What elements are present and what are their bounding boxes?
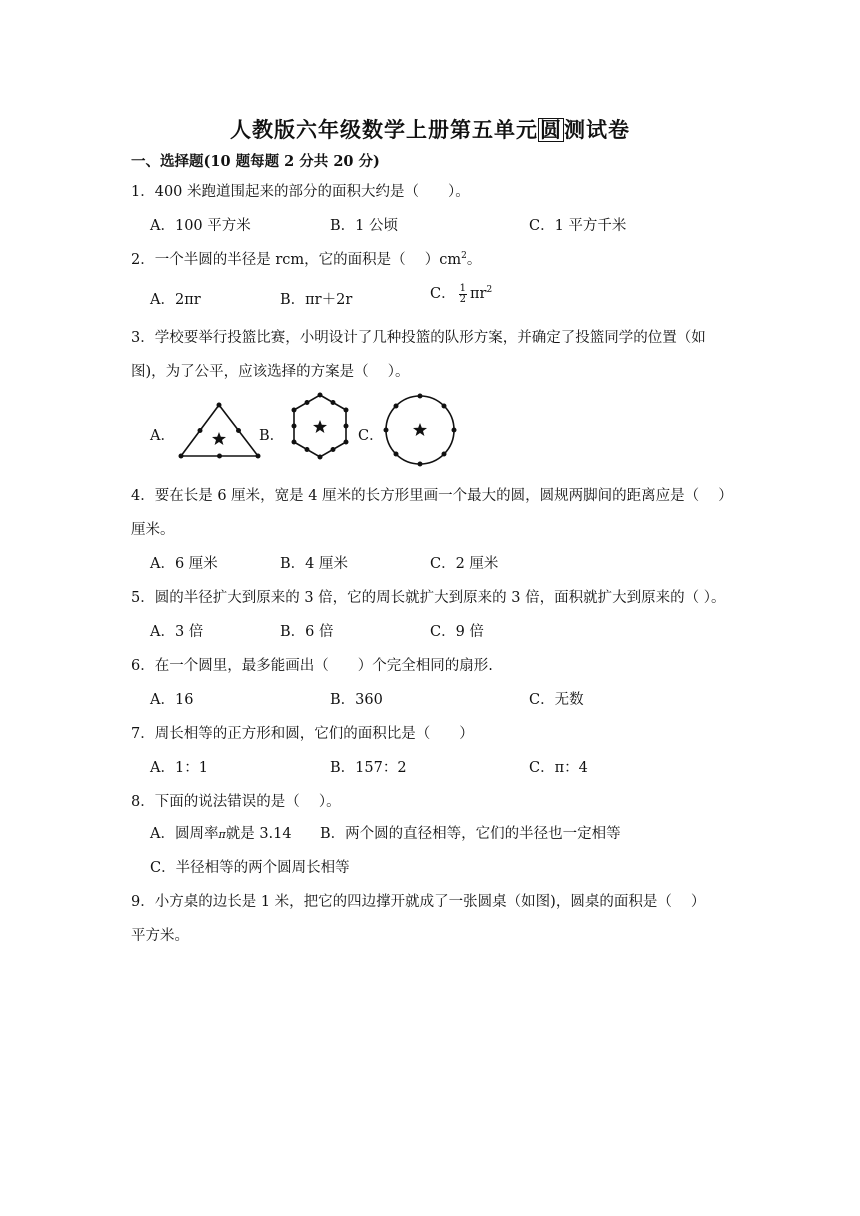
question-5-option-b: B．6 倍 [280,624,334,640]
star-icon [212,432,226,445]
hexagon-formation-figure [283,391,363,471]
question-5-option-a: A．3 倍 [150,624,204,640]
question-8-stem: 8．下面的说法错误的是（ ）。 [131,794,341,810]
question-1-option-c: C．1 平方千米 [529,218,627,234]
question-1-option-a: A．100 平方米 [150,218,251,234]
question-8-option-a: A．圆周率π就是 3.14 [150,826,292,842]
star-icon [313,420,327,433]
question-7-option-c: C．π：4 [529,760,588,776]
question-4-option-c: C．2 厘米 [430,556,499,572]
question-3-stem-line1: 3．学校要举行投篮比赛，小明设计了几种投篮的队形方案，并确定了投篮同学的位置（如 [131,330,706,346]
question-4-option-a: A．6 厘米 [150,556,218,572]
question-5-stem: 5．圆的半径扩大到原来的 3 倍，它的周长就扩大到原来的 3 倍，面积就扩大到原来的（ ）。 [131,590,726,606]
question-4-option-b: B．4 厘米 [280,556,348,572]
question-1-stem: 1．400 米跑道围起来的部分的面积大约是（ ）。 [131,184,470,200]
question-2-option-a: A．2πr [150,292,201,308]
question-6-stem: 6．在一个圆里，最多能画出（ ）个完全相同的扇形. [131,658,493,674]
question-3-option-c: C． [358,428,384,444]
question-4-stem-line2: 厘米。 [131,522,175,538]
question-6-option-a: A．16 [150,692,194,708]
page-title: 人教版六年级数学上册第五单元圆测试卷 [230,117,630,142]
question-8-option-b: B．两个圆的直径相等，它们的半径也一定相等 [320,826,621,842]
question-5-option-c: C．9 倍 [430,624,484,640]
question-3-option-b: B． [259,428,285,444]
question-4-stem-line1: 4．要在长是 6 厘米，宽是 4 厘米的长方形里画一个最大的圆，圆规两脚间的距离应是（ ） [131,488,733,504]
question-8-option-c: C．半径相等的两个圆周长相等 [150,860,350,876]
fraction-one-half: $\frac{1}{2}$ [459,282,466,305]
question-7-option-b: B．157：2 [330,760,407,776]
question-6-option-c: C．无数 [529,692,584,708]
star-icon [413,423,427,436]
section-heading: 一、选择题(10 题每题 2 分共 20 分) [131,153,380,170]
circle-formation-figure [382,393,462,473]
question-7-stem: 7．周长相等的正方形和圆，它们的面积比是（ ） [131,726,474,742]
question-7-option-a: A．1：1 [150,760,208,776]
question-6-option-b: B．360 [330,692,383,708]
question-9-stem-line2: 平方米。 [131,928,189,944]
title-boxed-char: 圆 [540,117,562,142]
question-2-option-b: B．πr＋2r [280,292,353,308]
question-2-stem: 2．一个半圆的半径是 rcm，它的面积是（ ）$cm^2$。 [131,251,482,268]
question-9-stem-line1: 9．小方桌的边长是 1 米，把它的四边撑开就成了一张圆桌（如图)，圆桌的面积是（ ） [131,894,706,910]
question-3-option-a: A． [150,428,175,444]
question-2-option-c: C． $\frac{1}{2}$ $\pi r^2$ [430,282,493,305]
triangle-formation-figure [176,400,266,470]
question-1-option-b: B．1 公顷 [330,218,398,234]
question-3-stem-line2: 图)，为了公平，应该选择的方案是（ ）。 [131,364,410,380]
